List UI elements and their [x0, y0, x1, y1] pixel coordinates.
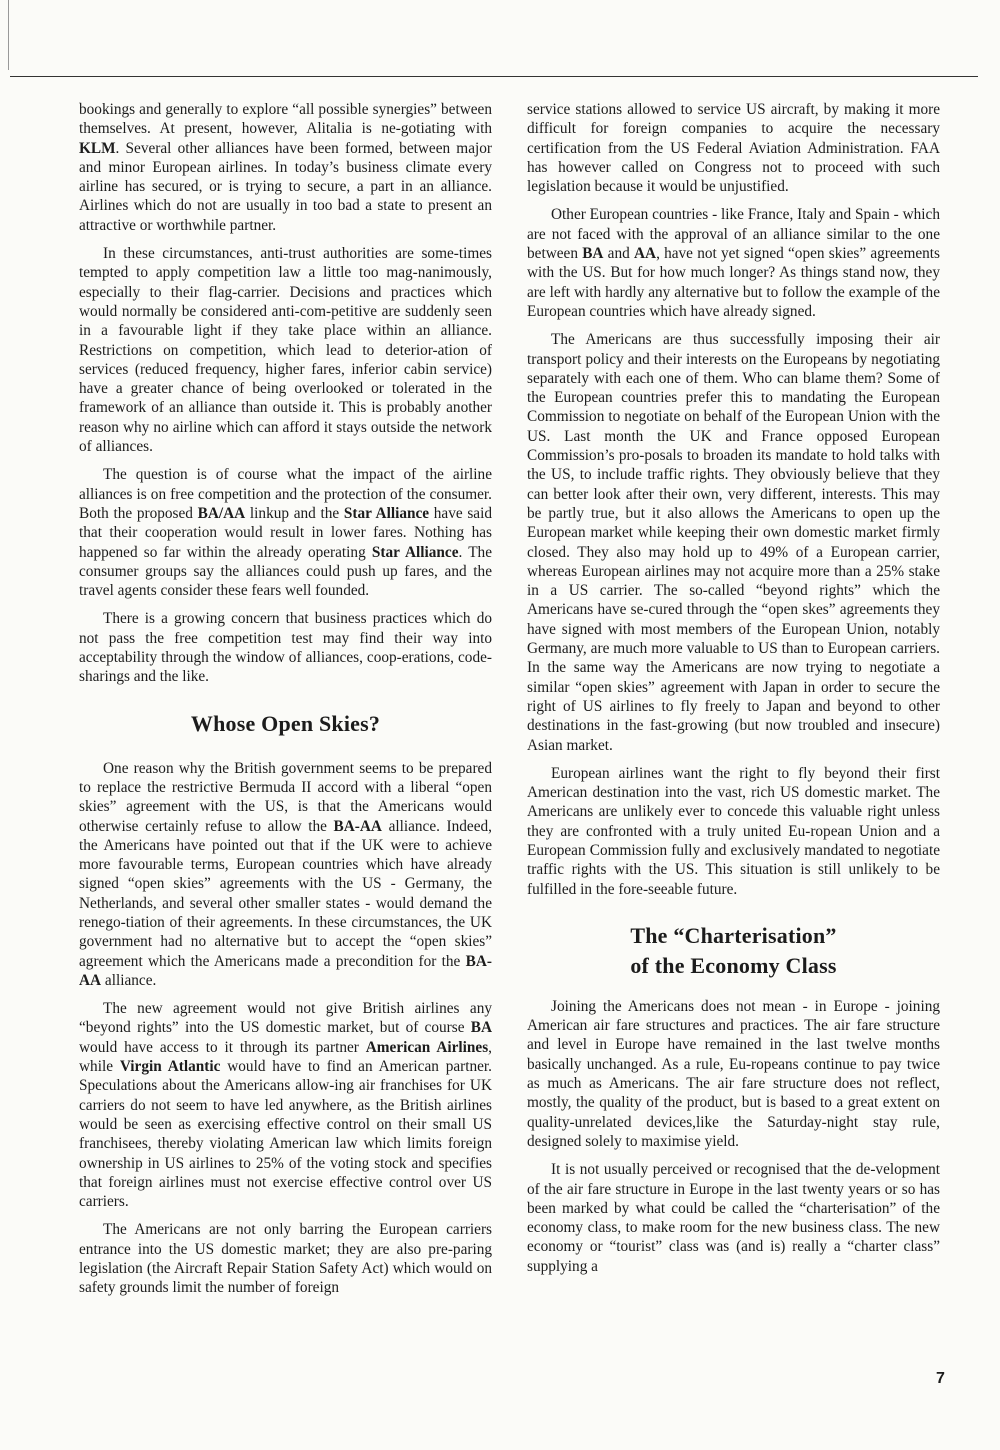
- section-heading: [527, 921, 940, 981]
- paragraph: bookings and generally to explore “all possible synergies” between themselves. At present, however, Alitalia is ne-gotiating with KLM. Several other alliances have been formed, between major and minor European airlines. In today’s business climate every airline has secured, or is trying to secure, a part in an alliance. Airlines which do not are usually in too bad a state to present an attractive or worthwhile partner.: [79, 101, 492, 234]
- emphasis: BA/AA: [197, 504, 246, 522]
- paragraph: The question is of course what the impact of the airline alliances is on free competition and the protection of the consumer. Both the proposed BA/AA linkup and the Star Alliance have said that their cooperation would result in lower fares. Nothing has happened so far within the already operating Star Alliance. The consumer groups say the alliances could push up fares, and the travel agents consider these fears well founded.: [79, 466, 492, 600]
- paragraph: One reason why the British government seems to be prepared to replace the restrictive Bermuda II accord with a liberal “open skies” agreement with the US, is that the Americans would otherwise certainly refuse to allow the BA-AA alliance. Indeed, the Americans have pointed out that if the UK were to achieve more favourable terms, European countries which have already signed “open skies” agreements with the US - Germany, the Netherlands, and several other smaller states - would demand the renego-tiation of their agreements. In these circumstances, the UK government had no alternative but to accept the “open skies” agreement which the Americans made a precondition for the BA-AA alliance.: [79, 759, 492, 989]
- paragraph: The Americans are thus successfully imposing their air transport policy and their interests on the Europeans by negotiating separately with each one of them. Who can blame them? Some of the European countries prefer this to mandating the European Commission to negotiate on behalf of the European Union with the US. Last month the UK and France opposed European Commission’s pro-posals to broaden its mandate to hold talks with the US, to include traffic rights. They obviously believe that they can better look after their own, very different, interests. This may be partly true, but it also allows the Americans to open up the European market while keeping their own domestic market firmly closed. They also may hold up to 49% of a European carrier, whereas European airlines may not acquire more than a 25% stake in a US carrier. The so-called “beyond rights” which the Americans have se-cured through the “open skes” agreements they have signed with most members of the European Union, notably Germany, are much more valuable to US than to European carriers. In the same way the Americans are now trying to negotiate a similar “open skies” agreement with Japan in order to secure the right of US airlines to fly freely to Japan and beyond to other destinations in the fast-growing (but now troubled and insecure) Asian market.: [527, 331, 940, 754]
- emphasis: BA-AA: [333, 817, 382, 835]
- emphasis: BA: [470, 1019, 492, 1037]
- emphasis: BA-AA: [79, 952, 492, 989]
- left-column: [79, 100, 492, 1298]
- page-number: 7: [936, 1370, 945, 1387]
- paragraph: Joining the Americans does not mean - in Europe - joining American air fare structures and practices. The air fare structure and level in Europe have remained in the last twelve months basically unchanged. As a rule, Eu-ropeans continue to pay twice as much as Americans. The air fare structure does not reflect, mostly, the quality of the product, but is based to a great extent on quality-unrelated devices,like the Saturday-night stay rule, designed solely to maximise yield.: [527, 997, 940, 1150]
- paragraph: In these circumstances, anti-trust authorities are some-times tempted to apply competition law a little too mag-nanimously, especially to their flag-carrier. Decisions and practices which would normally be considered anti-com-petitive are suddenly seen in a favourable light if they take place within an alliance. Restrictions on competition, which lead to deterior-ation of services (reduced frequency, higher fares, inferior cabin service) have a greater chance of being overlooked or tolerated in the framework of an alliance than outside it. This is probably another reason why no airline which can afford it stays outside the network of alliances.: [79, 245, 492, 456]
- header-rule: [10, 76, 978, 77]
- paragraph: There is a growing concern that business practices which do not pass the free competition test may find their way into acceptability through the window of alliances, coop-erations, code-sharings and the like.: [79, 610, 492, 686]
- paragraph: European airlines want the right to fly beyond their first American destination into the vast, rich US domestic market. The Americans are unlikely ever to concede this valuable right unless they are confronted with a truly united Eu-ropean Union and a European Commission fully and exclusively mandated to negotiate traffic rights with the US. This situation is still unlikely to be fulfilled in the fore-seeable future.: [527, 764, 940, 898]
- heading-line-2: of the Economy Class: [630, 952, 837, 978]
- paragraph: The new agreement would not give British airlines any “beyond rights” into the US domestic market, but of course BA would have access to it through its partner American Airlines, while Virgin Atlantic would have to find an American partner. Speculations about the Americans allow-ing air franchises for UK carriers do not seem to have led anywhere, as the British airlines would be seen as exercising effective control on their small US franchisees, thereby violating American law which limits foreign ownership in US airlines to 25% of the voting stock and specifies that foreign airlines must not exercise effective control over US carriers.: [79, 1000, 493, 1211]
- emphasis: KLM: [79, 139, 116, 157]
- heading-line-1: The “Charterisation”: [630, 922, 837, 948]
- paragraph: It is not usually perceived or recognised that the de-velopment of the air fare structure in Europe in the last twenty years or so has been marked by what could be called the “charterisation” of the economy class, to make room for the new business class. The new economy or “tourist” class was (and is) really a “charter class” supplying a: [527, 1161, 940, 1275]
- emphasis: Star Alliance: [371, 543, 459, 561]
- paragraph: service stations allowed to service US aircraft, by making it more difficult for foreign companies to acquire the necessary certification from the US Federal Aviation Administration. FAA has however called on Congress not to proceed with such legislation because it would be unjustified.: [527, 101, 940, 196]
- emphasis: AA: [633, 245, 657, 263]
- section-heading: Whose Open Skies?: [190, 710, 381, 736]
- paragraph: The Americans are not only barring the European carriers entrance into the US domestic market; they are also pre-paring legislation (the Aircraft Repair Station Safety Act) which would on safety grounds limit the number of foreign: [79, 1221, 492, 1297]
- emphasis: Star Alliance: [343, 504, 430, 522]
- page-edge-line: [8, 0, 9, 70]
- emphasis: BA: [582, 245, 604, 263]
- right-column: [527, 100, 940, 1276]
- emphasis: American Airlines: [365, 1038, 489, 1056]
- emphasis: Virgin Atlantic: [119, 1058, 221, 1076]
- paragraph: Other European countries - like France, Italy and Spain - which are not faced with the approval of an alliance similar to the one between BA and AA, have not yet signed “open skies” agreements with the US. But for how much longer? As things stand now, they are left with hardly any alternative but to follow the example of the European countries which have already signed.: [527, 206, 940, 320]
